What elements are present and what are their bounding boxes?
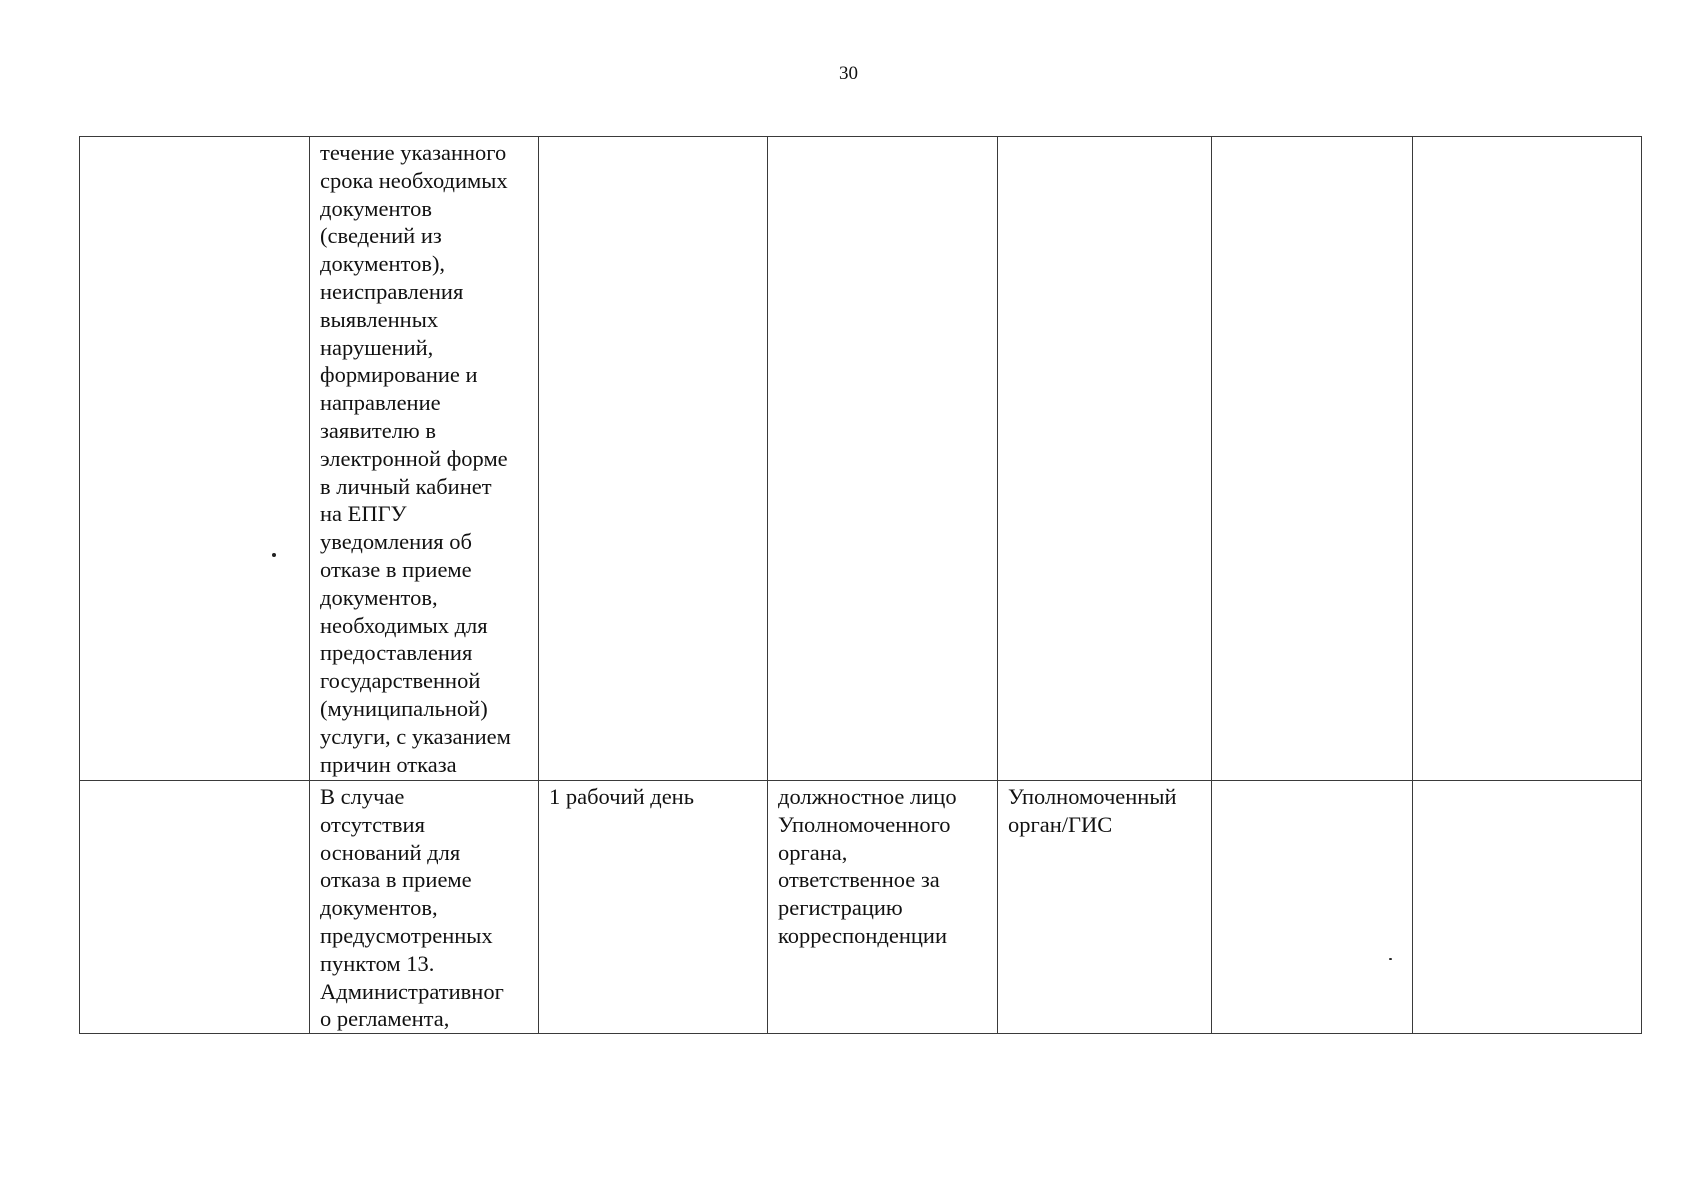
table-row [80, 137, 1642, 781]
table-cell [1413, 137, 1642, 781]
table-cell-procedure-description: В случае отсутствия оснований для отказа в приеме документов, предусмотренных пунктом 13. Административног о регламента, [310, 781, 539, 1034]
table-cell [539, 137, 768, 781]
scan-speck [272, 553, 276, 557]
table-cell-responsible-person: должностное лицо Уполномоченного органа, ответственное за регистрацию корреспонденции [768, 781, 998, 1034]
table-cell [1413, 781, 1642, 1034]
table-cell-duration: 1 рабочий день [539, 781, 768, 1034]
scan-speck [1389, 958, 1392, 960]
table-cell [768, 137, 998, 781]
table-cell-procedure-description: течение указанного срока необходимых документов (сведений из документов), неисправления выявленных нарушений, формирование и направление заявителю в электронной форме в личный кабинет на ЕПГУ уведомления об отказе в приеме документов, необходимых для предоставления государственной (муниципальной) услуги, с указанием причин отказа [310, 137, 539, 781]
procedure-table [79, 136, 1642, 1034]
table-cell [80, 781, 310, 1034]
table-row [80, 781, 1642, 1034]
table-cell-location: Уполномоченный орган/ГИС [998, 781, 1212, 1034]
table-cell [998, 137, 1212, 781]
table-cell [80, 137, 310, 781]
table-cell [1212, 137, 1413, 781]
page-number: 30 [839, 63, 858, 84]
table-cell [1212, 781, 1413, 1034]
